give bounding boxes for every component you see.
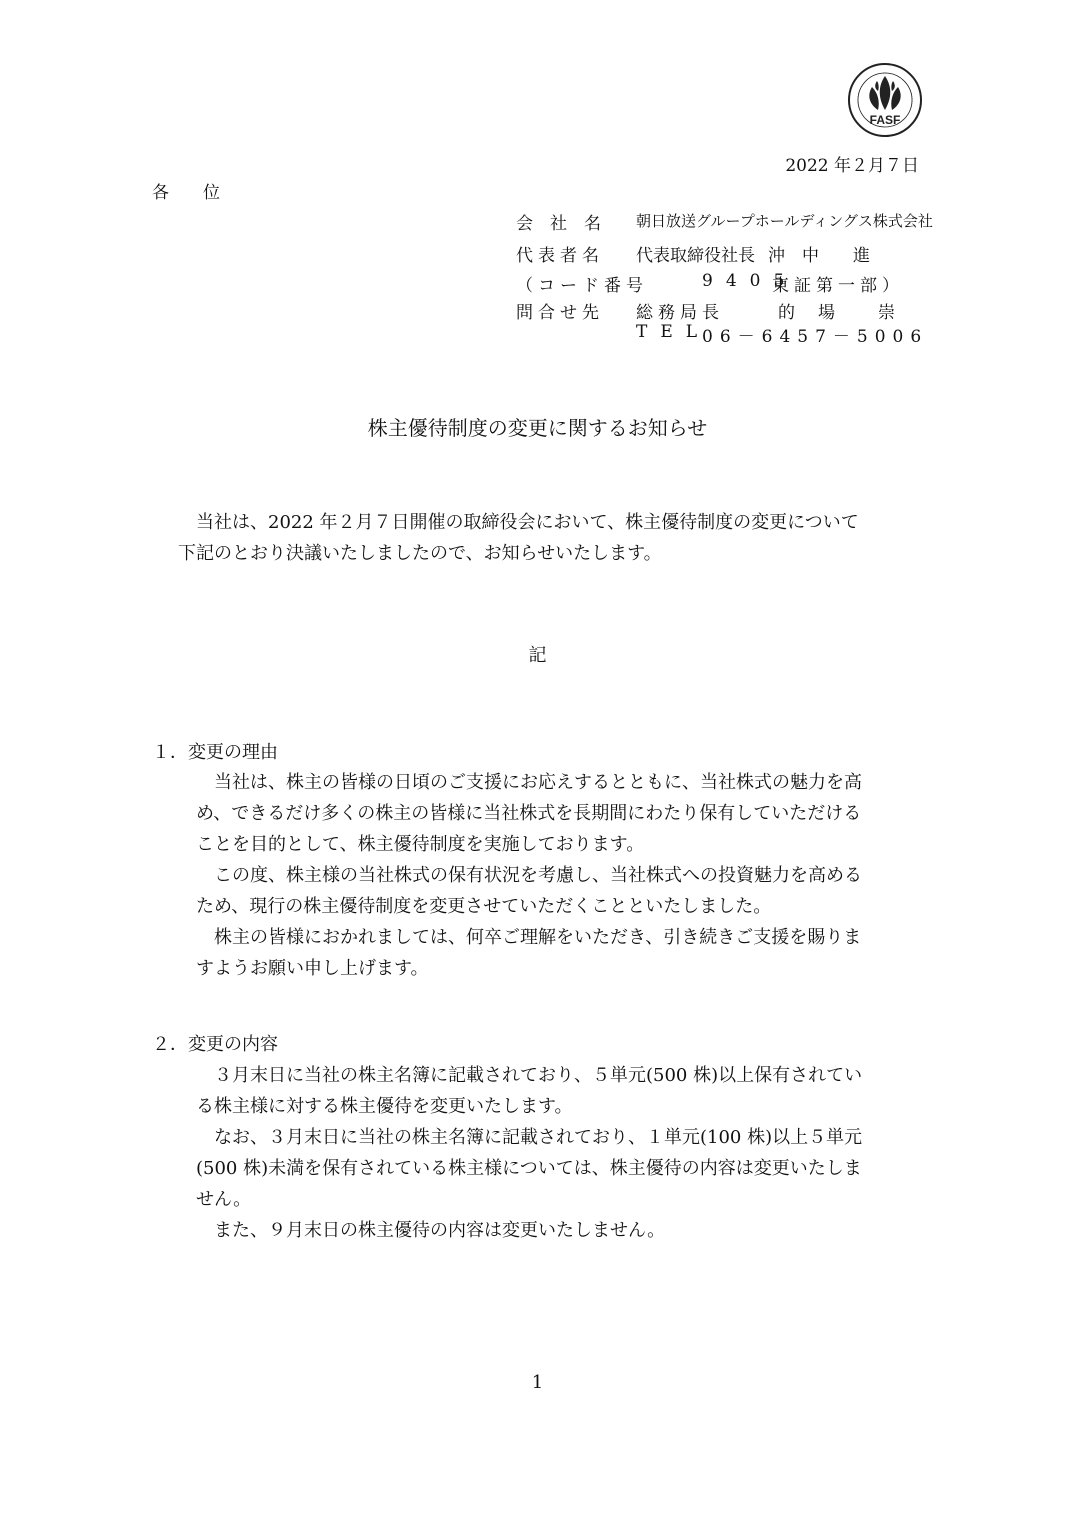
contact-name: 的 場 崇 [778,303,898,323]
body-line: ３月末日に当社の株主名簿に記載されており、５単元(500 株)以上保有されてい [214,1065,863,1086]
body-line: ことを目的として、株主優待制度を実施しております。 [196,834,645,855]
section-1-heading [152,738,278,764]
body-line: せん。 [196,1189,252,1210]
representative-name: 沖 中 進 [768,246,870,266]
section-2-body [196,1060,862,1246]
ki-marker: 記 [528,645,547,666]
body-line: ため、現行の株主優待制度を変更させていただくことといたしました。 [196,896,772,917]
company-label: 会 社 名 [516,214,601,234]
body-line: また、９月末日の株主優待の内容は変更いたしません。 [214,1220,666,1241]
company-name: 朝日放送グループホールディングス株式会社 [636,212,933,230]
sender-tel-row [516,322,929,347]
code-label: （コード番号 [516,276,648,296]
section-heading: 変更の内容 [188,1034,278,1055]
intro-line: 下記のとおり決議いたしましたので、お知らせいたします。 [178,543,662,564]
section-number: １． [152,742,188,763]
tel-label: TEL [636,322,711,342]
sender-code-row [516,271,916,296]
code-number: 9405 [702,271,798,291]
fasf-seal-logo [847,62,923,138]
intro-line: 当社は、2022 年２月７日開催の取締役会において、株主優待制度の変更について [196,512,859,533]
section-heading: 変更の理由 [188,742,278,763]
addressee: 各 位 [152,183,220,203]
body-line: すようお願い申し上げます。 [196,958,429,979]
body-line: め、できるだけ多くの株主の皆様に当社株式を長期間にわたり保有していただける [196,803,862,824]
intro-paragraph [178,507,859,569]
body-line: (500 株)未満を保有されている株主様については、株主優待の内容は変更いたしま [196,1158,862,1179]
contact-title: 総務局長 [636,303,724,323]
body-line: 株主の皆様におかれましては、何卒ご理解をいただき、引き続きご支援を賜りま [214,927,862,948]
section-2-heading [152,1030,278,1056]
code-market: 東証第一部） [772,276,904,296]
sender-representative-row [516,241,916,266]
representative-title: 代表取締役社長 [636,246,755,266]
sender-company-row [516,209,933,234]
section-1-body [196,767,862,984]
document-title: 株主優待制度の変更に関するお知らせ [367,416,708,440]
body-line: なお、３月末日に当社の株主名簿に記載されており、１単元(100 株)以上５単元 [214,1127,863,1148]
body-line: 当社は、株主の皆様の日頃のご支援にお応えするとともに、当社株式の魅力を高 [214,772,862,793]
body-line: る株主様に対する株主優待を変更いたします。 [196,1096,573,1117]
contact-label: 問合せ先 [516,303,604,323]
page-number: 1 [531,1372,544,1393]
tel-number: 06－6457－5006 [702,327,929,347]
section-number: ２． [152,1034,188,1055]
document-date: 2022 年２月７日 [785,156,919,176]
body-line: この度、株主様の当社株式の保有状況を考慮し、当社株式への投資魅力を高める [214,865,862,886]
sender-contact-row [516,298,916,323]
svg-text:FASF: FASF [869,113,901,127]
representative-label: 代表者名 [516,246,604,266]
